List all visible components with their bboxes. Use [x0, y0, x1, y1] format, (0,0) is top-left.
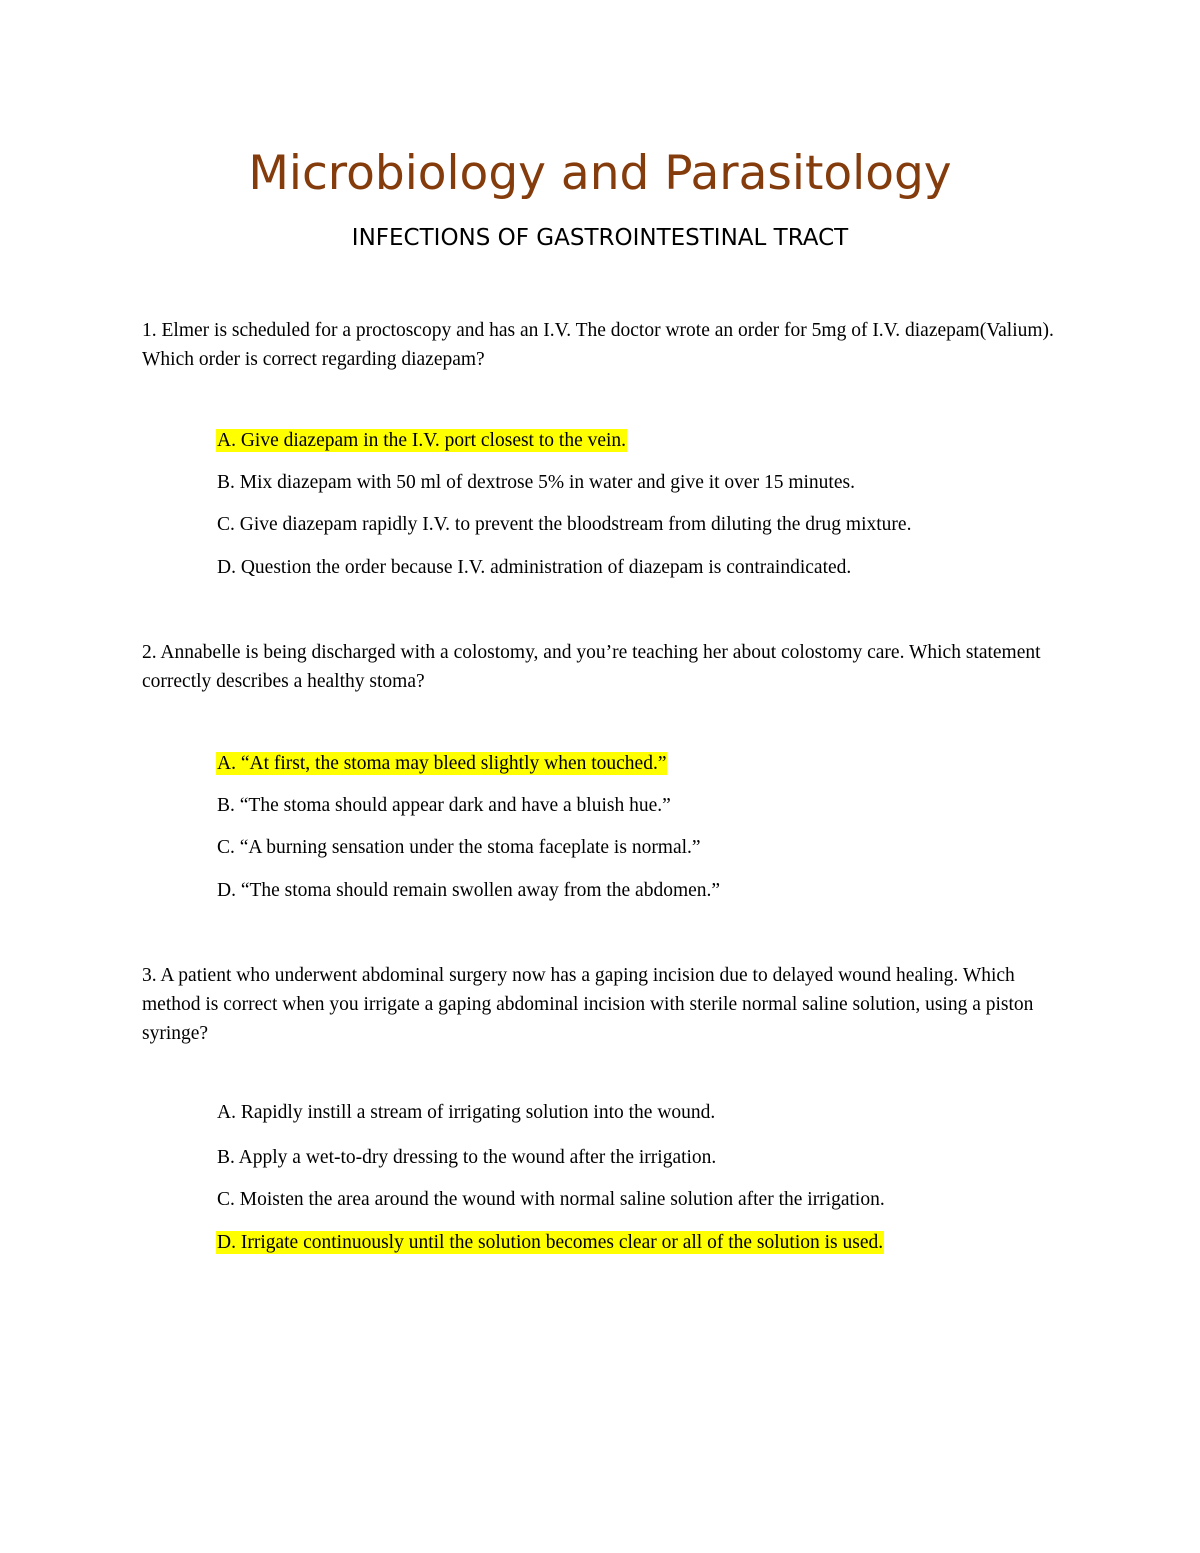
- option-text: B. Apply a wet-to-dry dressing to the wound after the irrigation.: [217, 1147, 717, 1168]
- question-2-option-d: [216, 877, 721, 905]
- question-2-option-a: [216, 750, 667, 778]
- option-text: A. Give diazepam in the I.V. port closest to the vein.: [217, 430, 627, 451]
- question-3-option-a: [216, 1099, 716, 1127]
- option-text: A. “At first, the stoma may bleed slightly when touched.”: [217, 753, 667, 774]
- question-2-option-b: [216, 792, 672, 820]
- question-1-option-d: [216, 554, 852, 582]
- question-3-option-b: [216, 1144, 717, 1172]
- document-title: Microbiology and Parasitology: [248, 146, 952, 201]
- option-text: A. Rapidly instill a stream of irrigating solution into the wound.: [217, 1102, 716, 1123]
- option-text: B. Mix diazepam with 50 ml of dextrose 5% in water and give it over 15 minutes.: [217, 472, 855, 493]
- question-1-option-b: [216, 469, 856, 497]
- question-3-text: 3. A patient who underwent abdominal surgery now has a gaping incision due to delayed wound healing. Which method is correct when you irrigate a gaping abdominal incision with sterile normal saline solution, using a piston syringe?: [142, 965, 1034, 1044]
- option-text: D. “The stoma should remain swollen away from the abdomen.”: [217, 880, 721, 901]
- option-text: C. Give diazepam rapidly I.V. to prevent the bloodstream from diluting the drug mixture.: [217, 514, 912, 535]
- question-3-option-c: [216, 1186, 886, 1214]
- question-2-option-c: [216, 834, 702, 862]
- option-text: D. Question the order because I.V. administration of diazepam is contraindicated.: [217, 557, 852, 578]
- question-3-option-d: [216, 1229, 884, 1257]
- question-1-option-a: [216, 427, 627, 455]
- option-text: C. Moisten the area around the wound with normal saline solution after the irrigation.: [217, 1189, 885, 1210]
- option-text: C. “A burning sensation under the stoma faceplate is normal.”: [217, 837, 701, 858]
- option-text: B. “The stoma should appear dark and have a bluish hue.”: [217, 795, 671, 816]
- question-1-text: 1. Elmer is scheduled for a proctoscopy and has an I.V. The doctor wrote an order for 5mg of I.V. diazepam(Valium). Which order is correct regarding diazepam?: [142, 320, 1054, 370]
- question-2-text: 2. Annabelle is being discharged with a colostomy, and you’re teaching her about colostomy care. Which statement correctly describes a healthy stoma?: [142, 642, 1041, 692]
- option-text: D. Irrigate continuously until the solution becomes clear or all of the solution is used.: [217, 1232, 884, 1253]
- document-subtitle: INFECTIONS OF GASTROINTESTINAL TRACT: [351, 225, 849, 251]
- question-1-option-c: [216, 511, 912, 539]
